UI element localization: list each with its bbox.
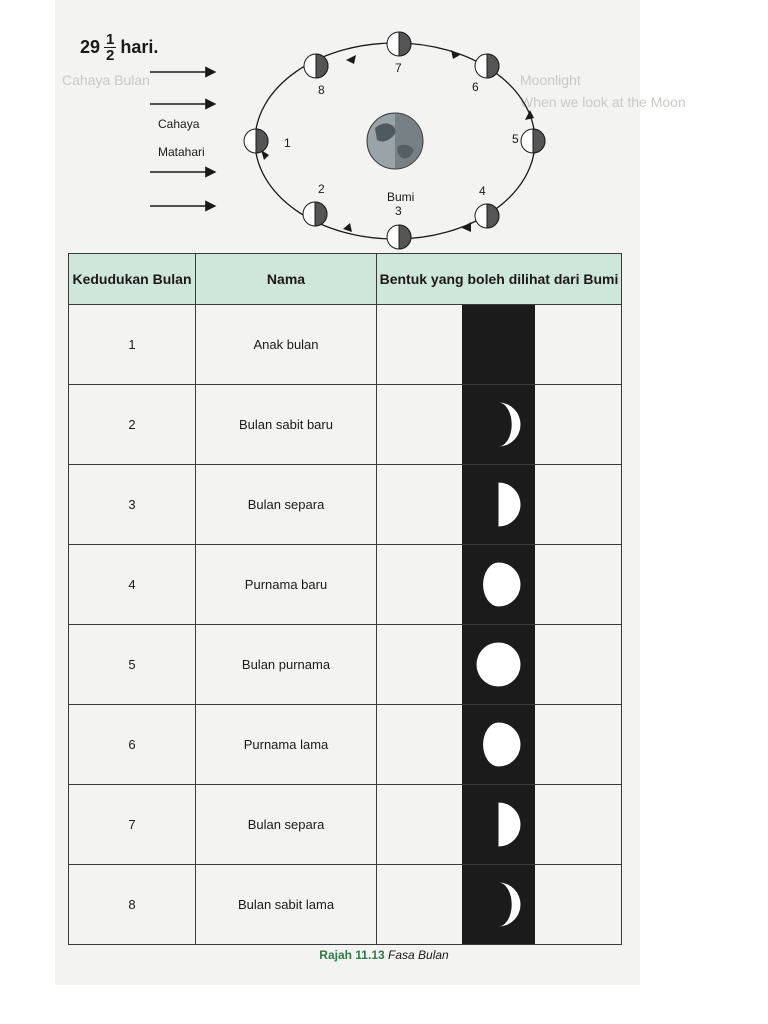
- table-row: [69, 705, 622, 785]
- phase-tile: [462, 385, 535, 464]
- position-number-3: 3: [395, 204, 402, 218]
- moon-phases-table: [68, 253, 622, 945]
- moon-phase-icon: [462, 785, 535, 864]
- phase-tile: [462, 785, 535, 864]
- earth-label: Bumi: [387, 190, 415, 204]
- header-shape: [377, 254, 622, 305]
- cell-phase-name: Bulan separa: [196, 785, 377, 865]
- sunlight-arrows: [150, 72, 215, 206]
- moon-phase-icon: [462, 625, 535, 704]
- cell-position: 5: [69, 625, 196, 705]
- sunlight-label-line1: Cahaya: [158, 117, 200, 131]
- cell-phase-shape: [377, 865, 622, 945]
- moon-icon-5: [521, 129, 545, 153]
- lit-portion: [499, 483, 521, 527]
- moon-phase-icon: [462, 545, 535, 624]
- cell-phase-shape: [377, 545, 622, 625]
- moon-icon-6: [475, 54, 499, 78]
- period-numerator: 1: [106, 31, 115, 48]
- cell-phase-name: Bulan separa: [196, 465, 377, 545]
- figure-caption: [0, 948, 768, 962]
- phase-tile: [462, 705, 535, 784]
- table-row: [69, 385, 622, 465]
- lit-portion: [499, 403, 521, 447]
- caption-label: Rajah 11.13: [319, 948, 385, 962]
- cell-phase-shape: [377, 705, 622, 785]
- cell-position: 1: [69, 305, 196, 385]
- cell-phase-shape: [377, 385, 622, 465]
- table-row: [69, 785, 622, 865]
- moon-phase-icon: [462, 305, 535, 384]
- show-through-text: Moonlight: [520, 72, 581, 88]
- lit-portion: [499, 803, 521, 847]
- position-number-6: 6: [472, 80, 479, 94]
- header-shape-text: Bentuk yang boleh dilihat dari Bumi: [379, 271, 619, 287]
- moon-phase-icon: [462, 465, 535, 544]
- header-position: [69, 254, 196, 305]
- cell-phase-shape: [377, 625, 622, 705]
- moon-icon-2: [303, 202, 327, 226]
- cell-phase-shape: [377, 465, 622, 545]
- table-row: [69, 465, 622, 545]
- table-row: [69, 625, 622, 705]
- table-row: [69, 865, 622, 945]
- position-number-1: 1: [284, 136, 291, 150]
- moon-phase-icon: [462, 865, 535, 944]
- show-through-text: When we look at the Moon: [520, 94, 686, 110]
- moon-icon-1: [244, 129, 268, 153]
- header-position-text: Kedudukan Bulan: [72, 271, 192, 287]
- phase-tile: [462, 625, 535, 704]
- moon-icon-7: [387, 32, 411, 56]
- cell-phase-shape: [377, 785, 622, 865]
- period-unit: hari.: [120, 37, 159, 57]
- cell-phase-name: Bulan sabit baru: [196, 385, 377, 465]
- cell-phase-shape: [377, 305, 622, 385]
- table-header-row: [69, 254, 622, 305]
- cell-position: 6: [69, 705, 196, 785]
- cell-phase-name: Bulan sabit lama: [196, 865, 377, 945]
- caption-title: Fasa Bulan: [388, 948, 449, 962]
- cell-phase-name: Anak bulan: [196, 305, 377, 385]
- cell-phase-name: Purnama baru: [196, 545, 377, 625]
- table-row: [69, 545, 622, 625]
- moon-orbit-diagram: [0, 0, 768, 260]
- phase-tile: [462, 545, 535, 624]
- table-row: [69, 305, 622, 385]
- period-denominator: 2: [106, 47, 115, 64]
- phase-tile: [462, 305, 535, 384]
- cell-phase-name: Purnama lama: [196, 705, 377, 785]
- phase-tile: [462, 465, 535, 544]
- header-name: [196, 254, 377, 305]
- position-number-4: 4: [479, 184, 486, 198]
- moon-icon-4: [475, 204, 499, 228]
- earth-icon: [367, 113, 423, 169]
- moon-phase-icon: [462, 385, 535, 464]
- lit-portion: [499, 883, 521, 927]
- moon-icon-3: [387, 225, 411, 249]
- cell-position: 3: [69, 465, 196, 545]
- cell-position: 7: [69, 785, 196, 865]
- cell-position: 2: [69, 385, 196, 465]
- show-through-text: Cahaya Bulan: [62, 72, 150, 88]
- position-number-2: 2: [318, 182, 325, 196]
- period-whole: 29: [80, 37, 101, 57]
- lit-portion: [483, 563, 520, 607]
- phase-tile: [462, 865, 535, 944]
- moon-phase-icon: [462, 705, 535, 784]
- position-number-8: 8: [318, 83, 325, 97]
- position-number-5: 5: [512, 132, 519, 146]
- cell-position: 8: [69, 865, 196, 945]
- header-name-text: Nama: [266, 271, 306, 287]
- position-number-7: 7: [395, 61, 402, 75]
- lit-portion: [483, 723, 520, 767]
- lit-portion: [477, 643, 521, 687]
- cell-phase-name: Bulan purnama: [196, 625, 377, 705]
- sunlight-label-line2: Matahari: [158, 145, 205, 159]
- cell-position: 4: [69, 545, 196, 625]
- moon-icon-8: [304, 54, 328, 78]
